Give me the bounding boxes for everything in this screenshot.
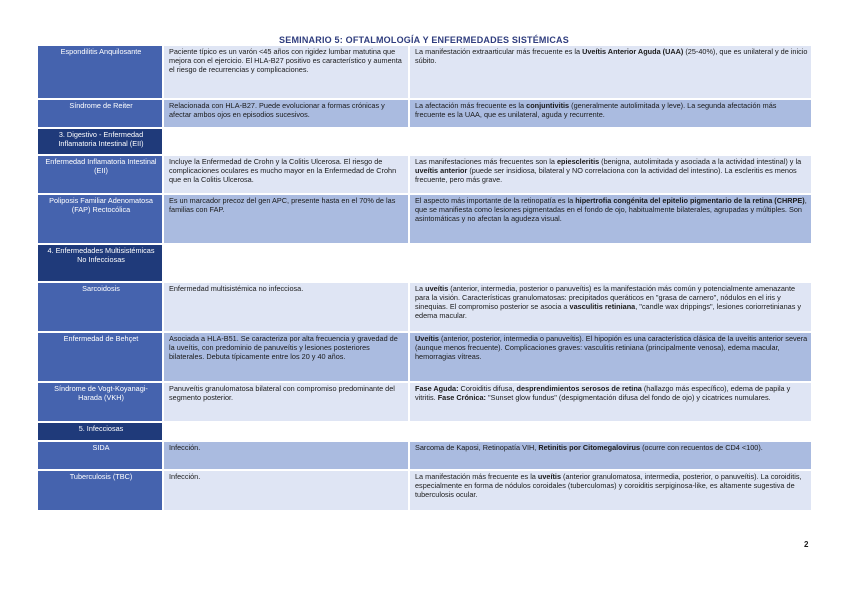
page-number: 2	[804, 540, 809, 549]
disease-description: Infección.	[163, 441, 409, 470]
table-row	[37, 155, 811, 194]
section-heading: 4. Enfermedades Multisistémicas No Infecciosas	[37, 244, 163, 282]
ocular-manifestation: La manifestación más frecuente es la uveítis (anterior granulomatosa, intermedia, posterior, o panuveítis). La coroiditis, especialmente en forma de nódulos coroidales (tuberculomas) y coroiditis serpiginosa-like, es altamente sugestiva de tuberculosis ocular.	[409, 470, 811, 511]
disease-name: Espondilitis Anquilosante	[37, 46, 163, 99]
ocular-manifestation: La afectación más frecuente es la conjuntivitis (generalmente autolimitada y leve). La segunda afectación más frecuente es la UAA, que es unilateral, aguda y recurrente.	[409, 99, 811, 128]
table-row	[37, 470, 811, 511]
disease-description: Asociada a HLA-B51. Se caracteriza por alta frecuencia y gravedad de la uveítis, con predominio de panuveítis y lesiones posteriores bilaterales. Debuta típicamente entre los 20 y 40 años.	[163, 332, 409, 382]
table-row	[37, 46, 811, 99]
disease-description: Incluye la Enfermedad de Crohn y la Colitis Ulcerosa. El riesgo de complicaciones oculares es mucho mayor en la Enfermedad de Crohn que en la Colitis Ulcerosa.	[163, 155, 409, 194]
diseases-table	[36, 46, 811, 512]
document-title: SEMINARIO 5: OFTALMOLOGÍA Y ENFERMEDADES SISTÉMICAS	[279, 35, 569, 45]
table-row	[37, 194, 811, 244]
disease-description: Es un marcador precoz del gen APC, presente hasta en el 70% de las familias con FAP.	[163, 194, 409, 244]
section-row	[37, 244, 811, 282]
disease-description: Relacionada con HLA-B27. Puede evolucionar a formas crónicas y afectar ambos ojos en episodios sucesivos.	[163, 99, 409, 128]
disease-name: Síndrome de Reiter	[37, 99, 163, 128]
disease-name: Enfermedad de Behçet	[37, 332, 163, 382]
disease-description: Panuveítis granulomatosa bilateral con compromiso predominante del segmento posterior.	[163, 382, 409, 422]
ocular-manifestation: La uveítis (anterior, intermedia, posterior o panuveítis) es la manifestación más común y potencialmente amenazante para la visión. Características granulomatosas: precipitados queráticos en "grasa de carnero", nódulos en el iris y sinequias. El compromiso posterior se asocia a vasculitis retiniana, "candle wax drippings", lesiones coriorretinianas y edema macular.	[409, 282, 811, 332]
table-row	[37, 441, 811, 470]
ocular-manifestation: Las manifestaciones más frecuentes son la epiescleritis (benigna, autolimitada y asociada a la actividad intestinal) y la uveítis anterior (puede ser insidiosa, bilateral y NO correlaciona con la actividad del intestino). La escleritis es menos frecuente, pero más grave.	[409, 155, 811, 194]
disease-name: Sarcoidosis	[37, 282, 163, 332]
table-row	[37, 99, 811, 128]
section-heading: 5. Infecciosas	[37, 422, 163, 441]
disease-name: Síndrome de Vogt-Koyanagi-Harada (VKH)	[37, 382, 163, 422]
disease-name: Enfermedad Inflamatoria Intestinal (EII)	[37, 155, 163, 194]
disease-description: Enfermedad multisistémica no infecciosa.	[163, 282, 409, 332]
table-row	[37, 282, 811, 332]
disease-name: Tuberculosis (TBC)	[37, 470, 163, 511]
disease-name: SIDA	[37, 441, 163, 470]
disease-description: Paciente típico es un varón <45 años con rigidez lumbar matutina que mejora con el ejercicio. El HLA-B27 positivo es característico y aumenta el riesgo de recurrencias y complicaciones.	[163, 46, 409, 99]
ocular-manifestation: El aspecto más importante de la retinopatía es la hipertrofia congénita del epitelio pigmentario de la retina (CHRPE), que se manifiesta como lesiones pigmentadas en el fondo de ojo, habitualmente bilaterales, agrupadas y múltiples. Son asintomáticas y no afectan la agudeza visual.	[409, 194, 811, 244]
table-row	[37, 382, 811, 422]
disease-description: Infección.	[163, 470, 409, 511]
ocular-manifestation: Fase Aguda: Coroiditis difusa, desprendimientos serosos de retina (hallazgo más específico), edema de papila y vitritis. Fase Crónica: "Sunset glow fundus" (despigmentación difusa del fondo de ojo) y cicatrices numulares.	[409, 382, 811, 422]
section-heading: 3. Digestivo - Enfermedad Inflamatoria Intestinal (EII)	[37, 128, 163, 155]
ocular-manifestation: Sarcoma de Kaposi, Retinopatía VIH, Retinitis por Citomegalovirus (ocurre con recuentos de CD4 <100).	[409, 441, 811, 470]
disease-name: Poliposis Familiar Adenomatosa (FAP) Rectocólica	[37, 194, 163, 244]
section-row	[37, 422, 811, 441]
ocular-manifestation: La manifestación extraarticular más frecuente es la Uveítis Anterior Aguda (UAA) (25-40%), que es unilateral y de inicio súbito.	[409, 46, 811, 99]
ocular-manifestation: Uveítis (anterior, posterior, intermedia o panuveítis). El hipopión es una característica clásica de la uveítis anterior severa (aunque menos frecuente). Complicaciones graves: vasculitis retiniana (principalmente venosa), edema macular, hemorragias vítreas.	[409, 332, 811, 382]
section-row	[37, 128, 811, 155]
table-row	[37, 332, 811, 382]
